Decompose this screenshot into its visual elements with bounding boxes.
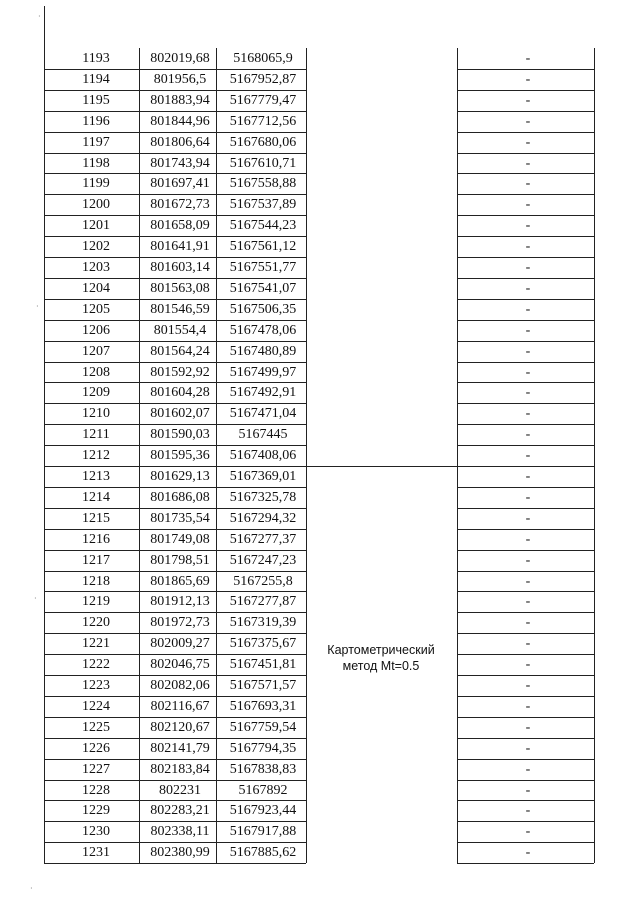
accuracy-dash-cell: - [525,552,531,568]
x-coordinate-cell: 801658,09 [150,218,210,234]
point-number-cell: 1213 [82,469,110,484]
y-coordinate-cell: 5167478,06 [229,322,297,338]
x-coordinate-cell: 801844,96 [150,113,210,129]
accuracy-dash-cell: - [525,280,531,296]
y-coordinate-cell: 5167247,23 [229,552,297,568]
x-coordinate-cell: 802082,06 [150,678,210,693]
x-coordinate-cell: 801806,64 [150,134,210,150]
y-coordinate-cell: 5167952,87 [229,71,297,87]
point-number-cell: 1205 [82,301,110,317]
y-coordinate-cell: 5167544,23 [229,218,297,234]
point-number-cell: 1214 [82,489,110,505]
table-row [0,341,639,362]
table-row [0,675,639,696]
y-coordinate-cell: 5167923,44 [229,803,297,819]
y-coordinate-cell: 5167277,37 [229,531,297,547]
point-number-cell: 1194 [82,71,110,87]
x-coordinate-cell: 802183,84 [150,761,210,777]
x-coordinate-cell: 801743,94 [150,155,210,171]
x-coordinate-cell: 801956,5 [153,71,207,87]
point-number-cell: 1215 [82,510,110,526]
x-coordinate-cell: 801590,03 [150,427,210,443]
y-coordinate-cell: 5167680,06 [229,134,297,150]
x-coordinate-cell: 801798,51 [150,552,210,568]
point-number-cell: 1207 [82,343,110,359]
table-row [0,236,639,257]
x-coordinate-cell: 801602,07 [150,406,210,422]
table-row [0,278,639,299]
point-number-cell: 1208 [82,364,110,380]
y-coordinate-cell: 5167610,71 [229,155,297,171]
accuracy-dash-cell: - [525,343,531,359]
table-row [0,612,639,633]
column-divider [457,48,458,863]
point-number-cell: 1221 [82,636,110,652]
x-coordinate-cell: 801672,73 [150,197,210,213]
point-number-cell: 1211 [82,427,110,443]
point-number-cell: 1199 [82,176,110,192]
x-coordinate-cell: 802338,11 [150,824,210,840]
y-coordinate-cell: 5167541,07 [229,280,297,296]
point-number-cell: 1195 [82,92,110,108]
x-coordinate-cell: 801912,13 [150,594,210,610]
column-divider [139,48,140,863]
scan-speck: · [38,12,41,21]
point-number-cell: 1222 [82,657,110,673]
point-number-cell: 1210 [82,406,110,422]
x-coordinate-cell: 801554,4 [153,322,207,338]
point-number-cell: 1225 [82,719,110,735]
table-row [0,738,639,759]
table-row [0,780,639,801]
table-row [0,550,639,571]
x-coordinate-cell: 801749,08 [150,531,210,547]
y-coordinate-cell: 5167537,89 [229,197,297,213]
y-coordinate-cell: 5167499,97 [229,364,297,380]
y-coordinate-cell: 5167571,57 [229,678,297,693]
x-coordinate-cell: 801604,28 [150,385,210,401]
table-row [0,257,639,278]
accuracy-dash-cell: - [525,698,531,714]
x-coordinate-cell: 801629,13 [150,469,210,484]
column-divider [216,48,217,863]
accuracy-dash-cell: - [525,364,531,380]
table-row [0,362,639,383]
column-divider [44,6,45,863]
x-coordinate-cell: 802019,68 [150,51,210,66]
x-coordinate-cell: 801592,92 [150,364,210,380]
accuracy-dash-cell: - [525,489,531,505]
x-coordinate-cell: 801972,73 [150,615,210,631]
x-coordinate-cell: 802380,99 [150,845,210,861]
table-row [0,445,639,466]
x-coordinate-cell: 801865,69 [150,573,210,589]
accuracy-dash-cell: - [525,197,531,213]
point-number-cell: 1217 [82,552,110,568]
accuracy-dash-cell: - [525,51,531,66]
point-number-cell: 1212 [82,448,110,464]
table-row [0,299,639,320]
accuracy-dash-cell: - [525,469,531,484]
accuracy-dash-cell: - [525,573,531,589]
accuracy-dash-cell: - [525,782,531,798]
table-row [0,529,639,550]
accuracy-dash-cell: - [525,678,531,693]
y-coordinate-cell: 5167408,06 [229,448,297,464]
point-number-cell: 1230 [82,824,110,840]
accuracy-dash-cell: - [525,406,531,422]
table-row [0,320,639,341]
point-number-cell: 1218 [82,573,110,589]
point-number-cell: 1227 [82,761,110,777]
y-coordinate-cell: 5167551,77 [229,260,297,275]
x-coordinate-cell: 801686,08 [150,489,210,505]
y-coordinate-cell: 5167471,04 [229,406,297,422]
table-row [0,717,639,738]
table-row [0,800,639,821]
accuracy-dash-cell: - [525,113,531,129]
y-coordinate-cell: 5167375,67 [229,636,297,652]
y-coordinate-cell: 5167794,35 [229,740,297,756]
method-cell [305,642,457,674]
x-coordinate-cell: 802046,75 [150,657,210,673]
accuracy-dash-cell: - [525,531,531,547]
point-number-cell: 1224 [82,698,110,714]
x-coordinate-cell: 802009,27 [150,636,210,652]
table-row [0,424,639,445]
y-coordinate-cell: 5167294,32 [229,510,297,526]
point-number-cell: 1203 [82,260,110,275]
x-coordinate-cell: 801546,59 [150,301,210,317]
x-coordinate-cell: 801735,54 [150,510,210,526]
scan-speck: · [34,594,37,603]
table-row [0,90,639,111]
x-coordinate-cell: 801883,94 [150,92,210,108]
y-coordinate-cell: 5167480,89 [229,343,297,359]
accuracy-dash-cell: - [525,427,531,443]
table-row [0,571,639,592]
point-number-cell: 1201 [82,218,110,234]
table-row [0,696,639,717]
table-row [0,173,639,194]
table-row [0,821,639,842]
x-coordinate-cell: 802283,21 [150,803,210,819]
y-coordinate-cell: 5167445 [238,427,288,443]
point-number-cell: 1202 [82,239,110,255]
table-row [0,132,639,153]
y-coordinate-cell: 5167492,91 [229,385,297,401]
x-coordinate-cell: 801564,24 [150,343,210,359]
y-coordinate-cell: 5167885,62 [229,845,297,861]
accuracy-dash-cell: - [525,824,531,840]
row-divider [44,863,306,864]
x-coordinate-cell: 801563,08 [150,280,210,296]
y-coordinate-cell: 5167759,54 [229,719,297,735]
row-divider [457,863,594,864]
y-coordinate-cell: 5167255,8 [233,573,293,589]
table-row [0,215,639,236]
accuracy-dash-cell: - [525,301,531,317]
accuracy-dash-cell: - [525,719,531,735]
point-number-cell: 1229 [82,803,110,819]
y-coordinate-cell: 5167693,31 [229,698,297,714]
accuracy-dash-cell: - [525,322,531,338]
point-number-cell: 1219 [82,594,110,610]
y-coordinate-cell: 5167277,87 [229,594,297,610]
accuracy-dash-cell: - [525,71,531,87]
merged-cell-top-border [306,466,457,467]
y-coordinate-cell: 5167558,88 [229,176,297,192]
accuracy-dash-cell: - [525,845,531,861]
table-row [0,382,639,403]
point-number-cell: 1206 [82,322,110,338]
accuracy-dash-cell: - [525,761,531,777]
y-coordinate-cell: 5168065,9 [233,51,293,66]
table-row [0,153,639,174]
scan-speck: · [36,302,39,311]
y-coordinate-cell: 5167779,47 [229,92,297,108]
table-row [0,466,639,487]
method-line-2: метод Mt=0.5 [342,659,420,673]
table-row [0,842,639,863]
scan-speck: · [30,884,33,893]
y-coordinate-cell: 5167561,12 [229,239,297,255]
accuracy-dash-cell: - [525,594,531,610]
x-coordinate-cell: 801603,14 [150,260,210,275]
table-row [0,48,639,69]
x-coordinate-cell: 802231 [159,782,201,798]
accuracy-dash-cell: - [525,510,531,526]
point-number-cell: 1196 [82,113,110,129]
column-divider [306,48,307,863]
point-number-cell: 1193 [82,51,110,66]
y-coordinate-cell: 5167917,88 [229,824,297,840]
y-coordinate-cell: 5167325,78 [229,489,297,505]
x-coordinate-cell: 802120,67 [150,719,210,735]
accuracy-dash-cell: - [525,260,531,275]
x-coordinate-cell: 802141,79 [150,740,210,756]
table-row [0,759,639,780]
accuracy-dash-cell: - [525,636,531,652]
point-number-cell: 1231 [82,845,110,861]
accuracy-dash-cell: - [525,740,531,756]
accuracy-dash-cell: - [525,155,531,171]
y-coordinate-cell: 5167712,56 [229,113,297,129]
point-number-cell: 1220 [82,615,110,631]
table-row [0,591,639,612]
table-row [0,194,639,215]
y-coordinate-cell: 5167369,01 [229,469,297,484]
accuracy-dash-cell: - [525,218,531,234]
accuracy-dash-cell: - [525,448,531,464]
x-coordinate-cell: 802116,67 [150,698,210,714]
table-row [0,487,639,508]
point-number-cell: 1228 [82,782,110,798]
accuracy-dash-cell: - [525,657,531,673]
point-number-cell: 1223 [82,678,110,693]
point-number-cell: 1204 [82,280,110,296]
y-coordinate-cell: 5167892 [238,782,288,798]
y-coordinate-cell: 5167506,35 [229,301,297,317]
y-coordinate-cell: 5167838,83 [229,761,297,777]
accuracy-dash-cell: - [525,92,531,108]
x-coordinate-cell: 801595,36 [150,448,210,464]
table-row [0,508,639,529]
y-coordinate-cell: 5167451,81 [229,657,297,673]
accuracy-dash-cell: - [525,615,531,631]
table-row [0,403,639,424]
column-divider [594,48,595,863]
accuracy-dash-cell: - [525,134,531,150]
point-number-cell: 1198 [82,155,110,171]
point-number-cell: 1200 [82,197,110,213]
accuracy-dash-cell: - [525,385,531,401]
point-number-cell: 1216 [82,531,110,547]
x-coordinate-cell: 801641,91 [150,239,210,255]
y-coordinate-cell: 5167319,39 [229,615,297,631]
accuracy-dash-cell: - [525,176,531,192]
x-coordinate-cell: 801697,41 [150,176,210,192]
accuracy-dash-cell: - [525,803,531,819]
table-row [0,111,639,132]
point-number-cell: 1226 [82,740,110,756]
point-number-cell: 1197 [82,134,110,150]
accuracy-dash-cell: - [525,239,531,255]
table-row [0,69,639,90]
method-line-1: Картометрический [327,643,435,657]
point-number-cell: 1209 [82,385,110,401]
